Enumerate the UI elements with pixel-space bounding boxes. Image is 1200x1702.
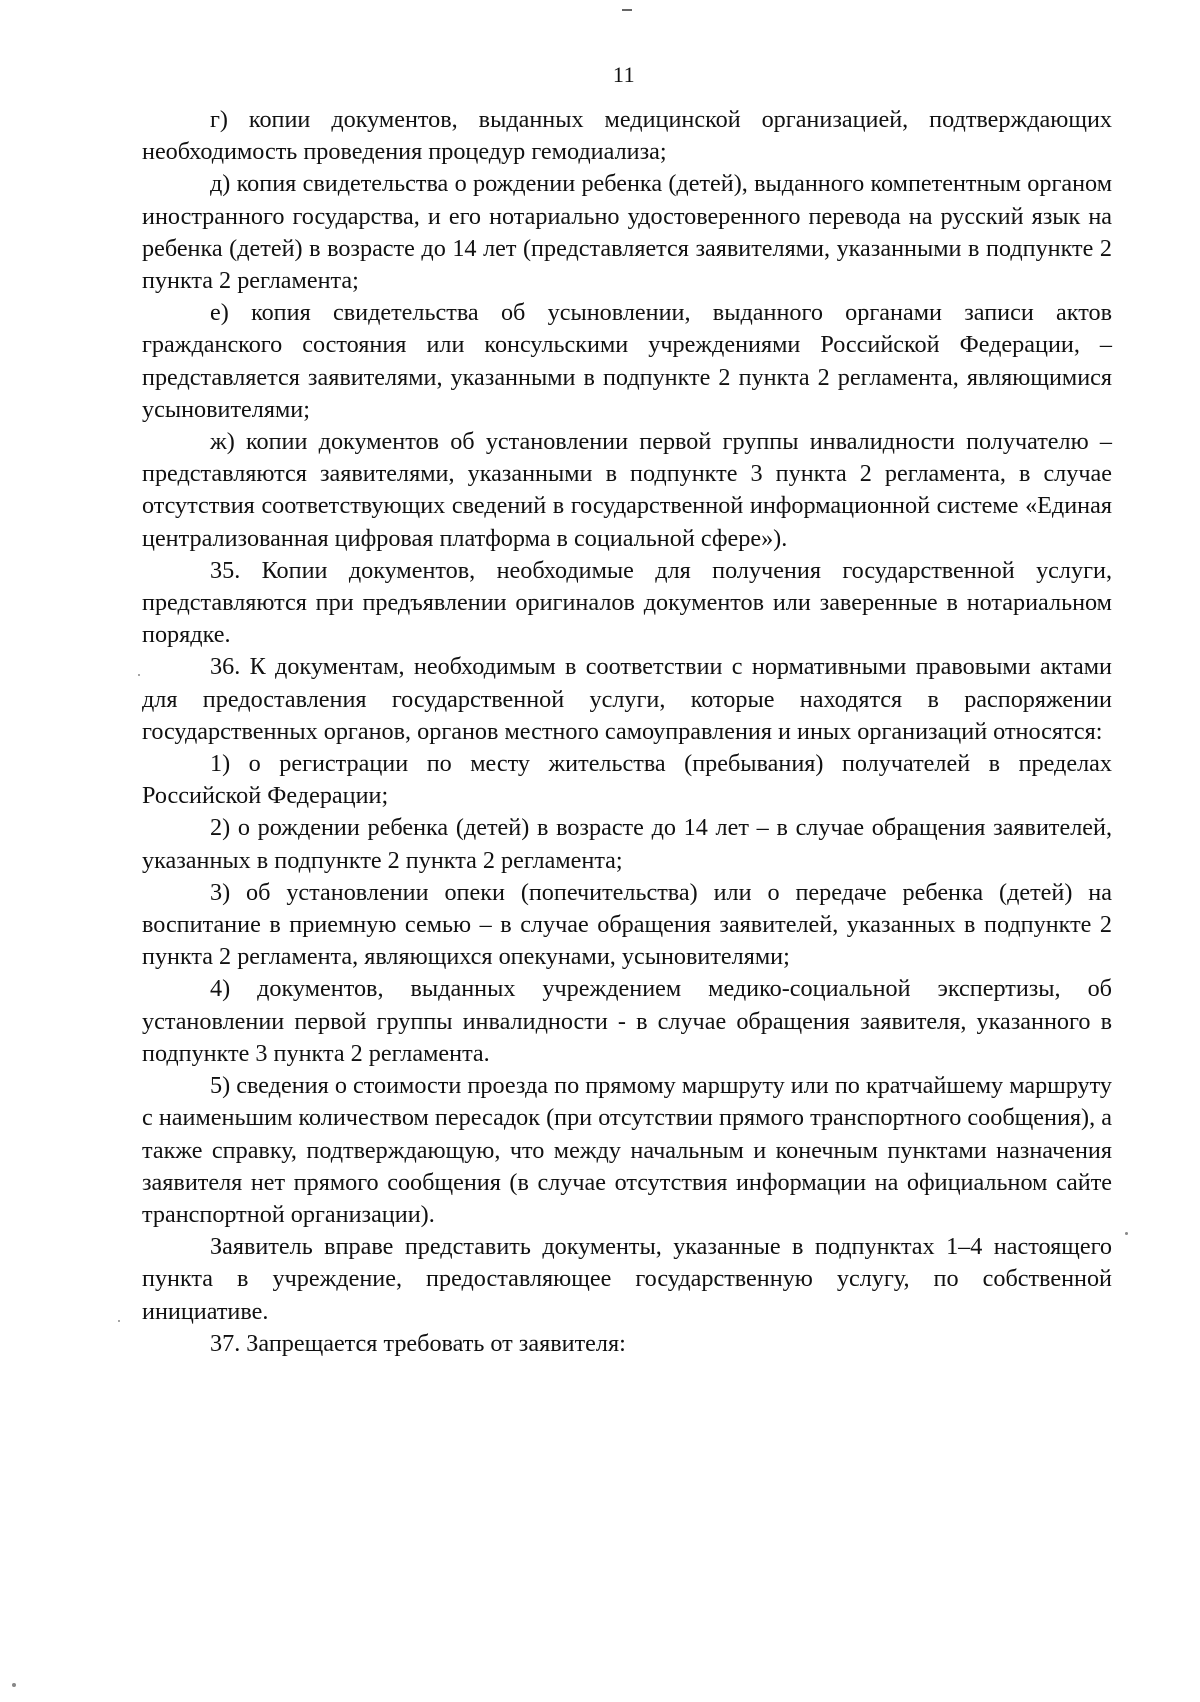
paragraph-35-document-copies: 35. Копии документов, необходимые для получения государственной услуги, представляются при предъявлении оригиналов документов или заверенные в нотариальном порядке. xyxy=(142,556,1112,649)
scan-speck xyxy=(1125,1232,1128,1235)
document-body xyxy=(142,104,1112,1360)
item-2-child-birth: 2) о рождении ребенка (детей) в возрасте до 14 лет – в случае обращения заявителей, указанных в подпункте 2 пункта 2 регламента; xyxy=(142,814,1112,874)
page-number: 11 xyxy=(612,62,636,87)
paragraph-applicant-right: Заявитель вправе представить документы, указанные в подпунктах 1–4 настоящего пункта в учреждение, предоставляющее государственную услугу, по собственной инициативе. xyxy=(142,1233,1112,1325)
paragraph-e-adoption-certificate: е) копия свидетельства об усыновлении, выданного органами записи актов гражданского состояния или консульскими учреждениями Российской Федерации, – представляется заявителями, указанными в подпункте 2 пункта 2 регламента, являющимися усыновителями; xyxy=(142,299,1112,423)
scan-mark xyxy=(622,9,632,11)
item-5-travel-cost: 5) сведения о стоимости проезда по прямому маршруту или по кратчайшему маршруту с наименьшим количеством пересадок (при отсутствии прямого транспортного сообщения), а также справку, подтверждающую, что между начальным и конечным пунктами назначения заявителя нет прямого сообщения (в случае отсутствия информации на официальном сайте транспортной организации). xyxy=(142,1072,1112,1228)
paragraph-36-documents-in-agencies: 36. К документам, необходимым в соответствии с нормативными правовыми актами для предоставления государственной услуги, которые находятся в распоряжении государственных органов, органов местного самоуправления и иных организаций относятся: xyxy=(142,653,1112,745)
item-1-registration: 1) о регистрации по месту жительства (пребывания) получателей в пределах Российской Федерации; xyxy=(142,750,1112,810)
scan-speck xyxy=(12,1683,16,1687)
item-3-guardianship: 3) об установлении опеки (попечительства) или о передаче ребенка (детей) на воспитание в приемную семью – в случае обращения заявителей, указанных в подпункте 2 пункта 2 регламента, являющихся опекунами, усыновителями; xyxy=(142,878,1112,971)
paragraph-d-birth-certificate: д) копия свидетельства о рождении ребенка (детей), выданного компетентным органом иностранного государства, и его нотариально удостоверенного перевода на русский язык на ребенка (детей) в возрасте до 14 лет (представляется заявителями, указанными в подпункте 2 пункта 2 регламента; xyxy=(142,170,1112,295)
paragraph-zh-disability-documents: ж) копии документов об установлении первой группы инвалидности получателю – представляются заявителями, указанными в подпункте 3 пункта 2 регламента, в случае отсутствия соответствующих сведений в государственной информационной системе «Единая централизованная цифровая платформа в социальной сфере»). xyxy=(142,428,1112,552)
item-4-medical-expertise: 4) документов, выданных учреждением медико-социальной экспертизы, об установлении первой группы инвалидности - в случае обращения заявителя, указанного в подпункте 3 пункта 2 регламента. xyxy=(142,975,1112,1067)
scan-speck xyxy=(118,1320,120,1322)
paragraph-g-medical-documents: г) копии документов, выданных медицинской организацией, подтверждающих необходимость проведения процедур гемодиализа; xyxy=(142,106,1112,166)
scan-speck xyxy=(138,674,140,676)
paragraph-37-prohibitions: 37. Запрещается требовать от заявителя: xyxy=(210,1329,626,1357)
